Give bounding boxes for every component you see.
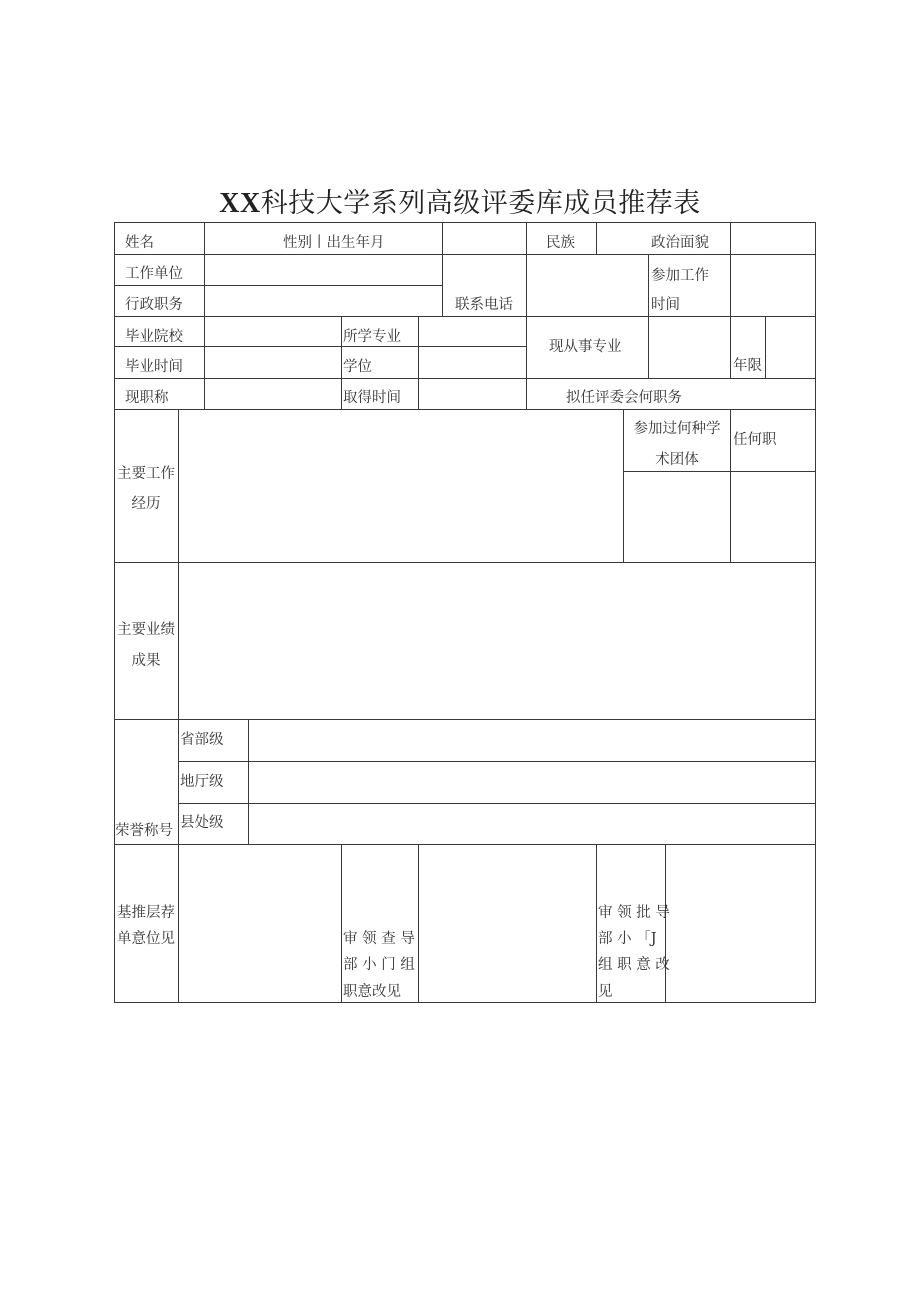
label-achieve-1: 主要业绩 (117, 622, 175, 638)
label-lead-2: 部 小 「J (598, 931, 657, 947)
proposed-role-field[interactable] (731, 379, 815, 409)
work-experience-field[interactable] (179, 410, 623, 562)
label-gender-birth: 性别丨出生年月 (283, 235, 385, 251)
grid-line (442, 254, 443, 317)
grad-time-field[interactable] (205, 347, 341, 378)
lead-opinion-field[interactable] (666, 845, 815, 1002)
label-major: 所学专业 (343, 329, 401, 345)
title-text: 科技大学系列高级评委库成员推荐表 (260, 188, 701, 219)
obtain-time-field[interactable] (419, 379, 526, 409)
phone-field[interactable] (527, 255, 648, 316)
grid-line (341, 316, 342, 378)
border-right (815, 222, 816, 1003)
label-join-work-2: 时间 (651, 297, 680, 313)
title-now-field[interactable] (205, 379, 341, 409)
label-name: 姓名 (125, 235, 154, 251)
label-grad-time: 毕业时间 (125, 359, 183, 375)
label-honor-title: 荣誉称号 (115, 823, 173, 839)
grid-line (730, 316, 731, 378)
label-lead-1: 审 领 批 导 (598, 905, 670, 921)
degree-field[interactable] (419, 347, 526, 378)
label-obtain-time: 取得时间 (343, 390, 401, 406)
label-phone: 联系电话 (455, 297, 513, 313)
label-base-1: 基推层荐 (117, 905, 175, 921)
page-title (0, 181, 920, 223)
grad-school-field[interactable] (205, 317, 341, 346)
label-achieve-2: 成果 (131, 653, 161, 669)
border-left (114, 222, 115, 1003)
grid-line (341, 378, 342, 409)
work-unit-field[interactable] (205, 255, 442, 285)
label-base-2: 单意位见 (117, 931, 175, 947)
label-political: 政治面貌 (651, 235, 709, 251)
label-join-work-1: 参加工作 (651, 268, 709, 284)
admin-position-field[interactable] (205, 286, 442, 316)
label-proposed-role: 拟任评委会何职务 (566, 390, 682, 406)
label-society-2: 术团体 (655, 452, 699, 468)
current-major-field[interactable] (649, 317, 730, 378)
label-current-major: 现从事专业 (549, 339, 622, 355)
dept-opinion-field[interactable] (419, 845, 596, 1002)
label-ethnicity: 民族 (546, 235, 575, 251)
achievements-field[interactable] (179, 563, 815, 719)
label-admin-position: 行政职务 (125, 297, 183, 313)
label-honor-county: 县处级 (180, 815, 224, 831)
label-lead-3: 组 职 意 改 (598, 957, 670, 973)
label-position-held: 任何职 (733, 432, 777, 448)
grid-line (526, 316, 527, 378)
label-lead-4: 见 (598, 984, 613, 1000)
birth-date-field[interactable] (443, 223, 526, 254)
label-dept-3: 职意改见 (343, 984, 401, 1000)
border-bottom (114, 1002, 816, 1003)
honor-county-field[interactable] (249, 804, 815, 844)
label-work-unit: 工作单位 (125, 266, 183, 282)
grid-line (596, 844, 597, 1003)
label-work-exp-2: 经历 (131, 496, 161, 512)
label-work-exp-1: 主要工作 (117, 466, 175, 482)
position-held-field[interactable] (731, 472, 815, 562)
honor-city-field[interactable] (249, 762, 815, 803)
honor-province-field[interactable] (249, 720, 815, 761)
title-prefix: XX (219, 188, 261, 219)
label-title-now: 现职称 (125, 390, 169, 406)
grid-line (526, 222, 527, 254)
label-degree: 学位 (343, 359, 372, 375)
society-field[interactable] (624, 472, 730, 562)
ethnicity-field[interactable] (597, 223, 647, 254)
label-honor-province: 省部级 (180, 732, 224, 748)
label-honor-city: 地厅级 (180, 774, 224, 790)
join-work-time-field[interactable] (731, 255, 815, 316)
label-years: 年限 (733, 358, 762, 374)
grid-line (648, 254, 649, 317)
label-dept-2: 部 小 门 组 (343, 957, 415, 973)
grid-line (341, 844, 342, 1003)
name-field[interactable] (205, 223, 441, 254)
major-field[interactable] (419, 317, 526, 346)
grid-line (526, 378, 527, 409)
base-opinion-field[interactable] (179, 845, 341, 1002)
label-grad-school: 毕业院校 (125, 329, 183, 345)
label-dept-1: 审 领 查 导 (343, 931, 415, 947)
years-field[interactable] (766, 317, 815, 378)
label-society-1: 参加过何种学 (633, 421, 721, 437)
political-field[interactable] (731, 223, 815, 254)
